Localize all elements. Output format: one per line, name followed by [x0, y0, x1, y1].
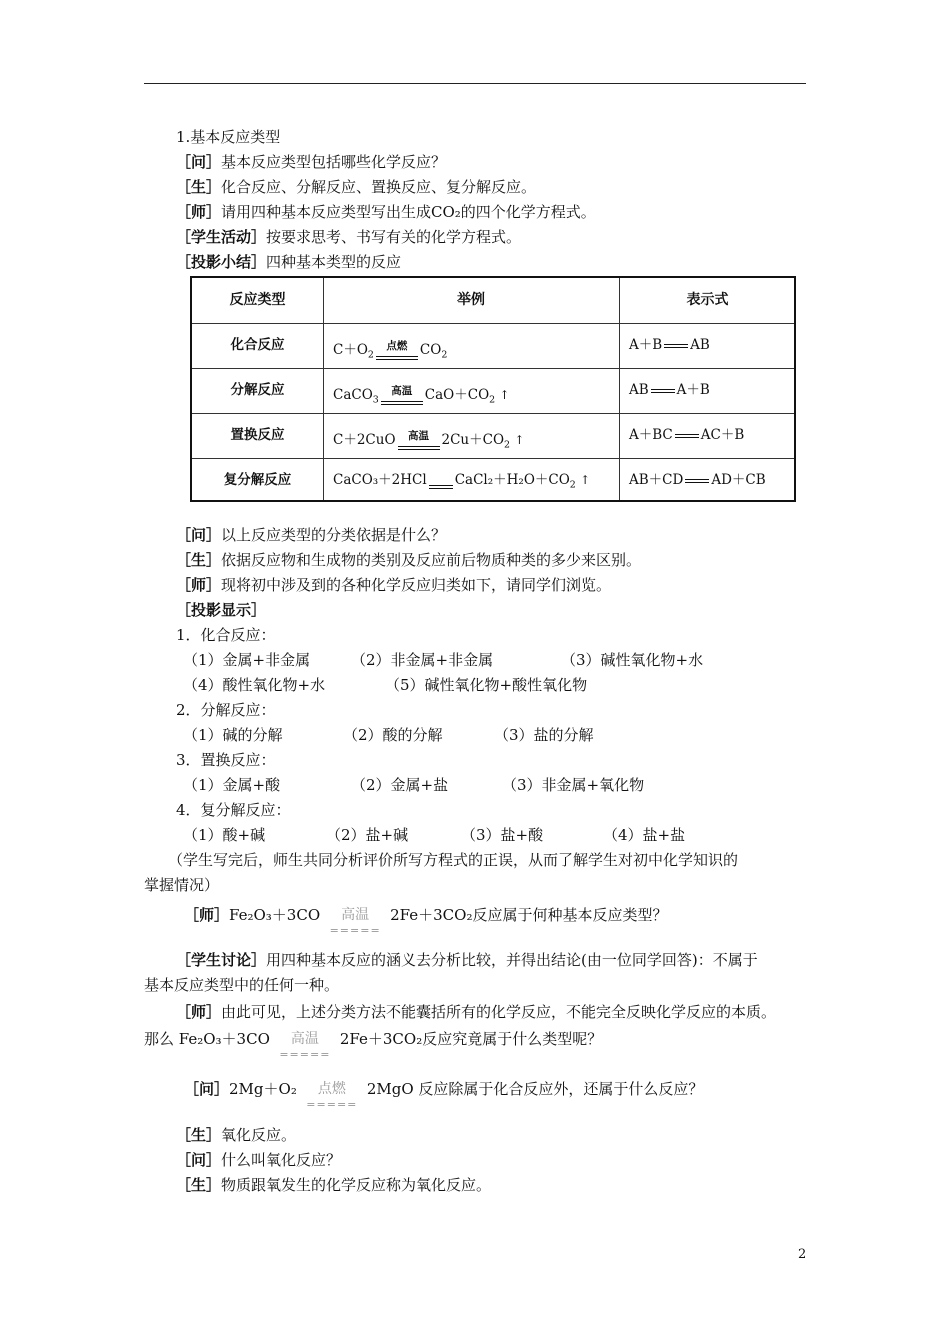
category-item: （2）金属+盐 [351, 776, 449, 794]
question-line: ［问］2Mg＋O₂ 点燃 ===== 2MgO 反应除属于化合反应外，还属于什么反应？ [184, 1080, 704, 1111]
note-line: （学生写完后，师生共同分析评价所写方程式的正误，从而了解学生对初中化学知识的 [168, 851, 739, 869]
dialog-line [176, 227, 521, 247]
condition-arrow: 高温 ===== [329, 907, 381, 937]
header-rule [144, 83, 806, 84]
category-item: （1）碱的分解 [183, 726, 283, 744]
category-title: 2．分解反应： [176, 701, 276, 719]
dialog-text: 基本反应类型包括哪些化学反应？ [221, 153, 447, 171]
speaker-tag: ［投影小结］ [176, 253, 267, 271]
dialog-line [176, 1175, 491, 1195]
table-divider [323, 278, 324, 500]
dialog-line [176, 202, 596, 222]
dialog-text: 现将初中涉及到的各种化学反应归类如下，请同学们浏览。 [221, 576, 612, 594]
category-item: （1）酸+碱 [183, 826, 266, 844]
speaker-tag: ［问］ [176, 526, 222, 544]
condition-arrow: 点燃 ===== [306, 1081, 358, 1111]
condition-arrow: 高温 [396, 437, 442, 455]
category-title: 1．化合反应： [176, 626, 276, 644]
speaker-tag: ［学生讨论］ [176, 951, 267, 969]
dialog-text: 四种基本类型的反应 [266, 253, 402, 271]
dialog-text: 氧化反应。 [221, 1126, 297, 1144]
dialog-text: 什么叫氧化反应？ [221, 1151, 342, 1169]
dialog-line [176, 550, 641, 570]
category-item: （3）非金属+氧化物 [502, 776, 645, 794]
speaker-tag: ［师］ [176, 576, 222, 594]
teacher-line: ［师］由此可见，上述分类方法不能囊括所有的化学反应，不能完全反映化学反应的本质。 [176, 1003, 777, 1021]
dialog-line [176, 252, 401, 272]
category-item: （3）盐+酸 [461, 826, 544, 844]
dialog-text: 以上反应类型的分类依据是什么？ [221, 526, 447, 544]
discussion-line: ［学生讨论］用四种基本反应的涵义去分析比较，并得出结论(由一位同学回答)：不属于 [176, 951, 758, 969]
reaction-example: C＋2CuO 高温 $2Cu+CO_2$ ↑ [333, 431, 524, 455]
category-item: （1）金属+非金属 [183, 651, 311, 669]
dialog-line [176, 1125, 296, 1145]
table-divider [192, 458, 794, 459]
dialog-text: 按要求思考、书写有关的化学方程式。 [266, 228, 522, 246]
teacher-question-line: ［师］Fe₂O₃＋3CO 高温 ===== 2Fe＋3CO₂反应属于何种基本反应类型？ [184, 906, 668, 937]
dialog-text: 物质跟氧发生的化学反应称为氧化反应。 [221, 1176, 492, 1194]
speaker-tag: ［问］ [176, 1151, 222, 1169]
table-divider [192, 413, 794, 414]
category-item: （3）盐的分解 [494, 726, 594, 744]
dialog-text: 依据反应物和生成物的类别及反应前后物质种类的多少来区别。 [221, 551, 642, 569]
teacher-line: 那么 Fe₂O₃＋3CO 高温 ===== 2Fe＋3CO₂反应究竟属于什么类型呢？ [144, 1030, 603, 1061]
category-item: （2）盐+碱 [326, 826, 409, 844]
category-item: （3）碱性氧化物+水 [561, 651, 704, 669]
dialog-text: 请用四种基本反应类型写出生成CO₂的四个化学方程式。 [221, 203, 596, 221]
condition-arrow: 点燃 [374, 347, 420, 365]
reaction-type: 化合反应 [230, 337, 285, 353]
category-item: （5）碱性氧化物+酸性氧化物 [385, 676, 588, 694]
reaction-types-table [190, 276, 796, 502]
dialog-line [176, 177, 536, 197]
table-divider [192, 323, 794, 324]
table-divider [192, 368, 794, 369]
table-header-type: 反应类型 [229, 292, 286, 308]
speaker-tag: ［生］ [176, 178, 222, 196]
reaction-formula: AB A＋B [629, 382, 710, 398]
category-title: 4．复分解反应： [176, 801, 291, 819]
reaction-example: $C+O_2$ 点燃 $CO_2$ [333, 341, 447, 365]
speaker-tag: ［问］ [176, 153, 222, 171]
category-item: （4）盐+盐 [603, 826, 686, 844]
table-header-example: 举例 [457, 292, 485, 308]
reaction-type: 复分解反应 [223, 472, 292, 488]
dialog-line [176, 1150, 341, 1170]
speaker-tag: ［学生活动］ [176, 228, 267, 246]
speaker-tag: ［生］ [176, 1176, 222, 1194]
condition-arrow: 高温 [379, 392, 425, 410]
category-item: （2）非金属+非金属 [351, 651, 494, 669]
table-divider [619, 278, 620, 500]
note-line: 掌握情况） [144, 876, 220, 894]
reaction-formula: A＋BC AC＋B [629, 427, 745, 443]
speaker-tag: ［师］ [176, 1003, 222, 1021]
speaker-tag: ［问］ [184, 1080, 230, 1098]
discussion-line: 基本反应类型中的任何一种。 [144, 976, 340, 994]
category-title: 3．置换反应： [176, 751, 276, 769]
reaction-type: 分解反应 [230, 382, 285, 398]
section-heading: 1.基本反应类型 [176, 128, 281, 146]
reaction-example: CaCO$_3$ 高温 $CaO+CO_2$ ↑ [333, 386, 510, 410]
category-item: （2）酸的分解 [343, 726, 443, 744]
reaction-type: 置换反应 [230, 427, 285, 443]
projection-title: ［投影显示］ [176, 601, 267, 619]
speaker-tag: ［生］ [176, 1126, 222, 1144]
reaction-example: CaCO₃＋2HCl $CaCl_2+H_2O+CO_2$ ↑ [333, 472, 591, 491]
reaction-formula: AB＋CD AD＋CB [629, 472, 766, 488]
dialog-text: 化合反应、分解反应、置换反应、复分解反应。 [221, 178, 537, 196]
category-item: （1）金属+酸 [183, 776, 281, 794]
table-header-formula: 表示式 [686, 292, 729, 308]
dialog-line [176, 152, 446, 172]
speaker-tag: ［师］ [184, 906, 230, 924]
dialog-line [176, 575, 611, 595]
condition-arrow: 高温 ===== [279, 1031, 331, 1061]
speaker-tag: ［生］ [176, 551, 222, 569]
reaction-formula: A＋B AB [629, 337, 710, 353]
speaker-tag: ［师］ [176, 203, 222, 221]
page-number: 2 [798, 1247, 807, 1262]
category-item: （4）酸性氧化物+水 [183, 676, 326, 694]
dialog-line [176, 525, 446, 545]
